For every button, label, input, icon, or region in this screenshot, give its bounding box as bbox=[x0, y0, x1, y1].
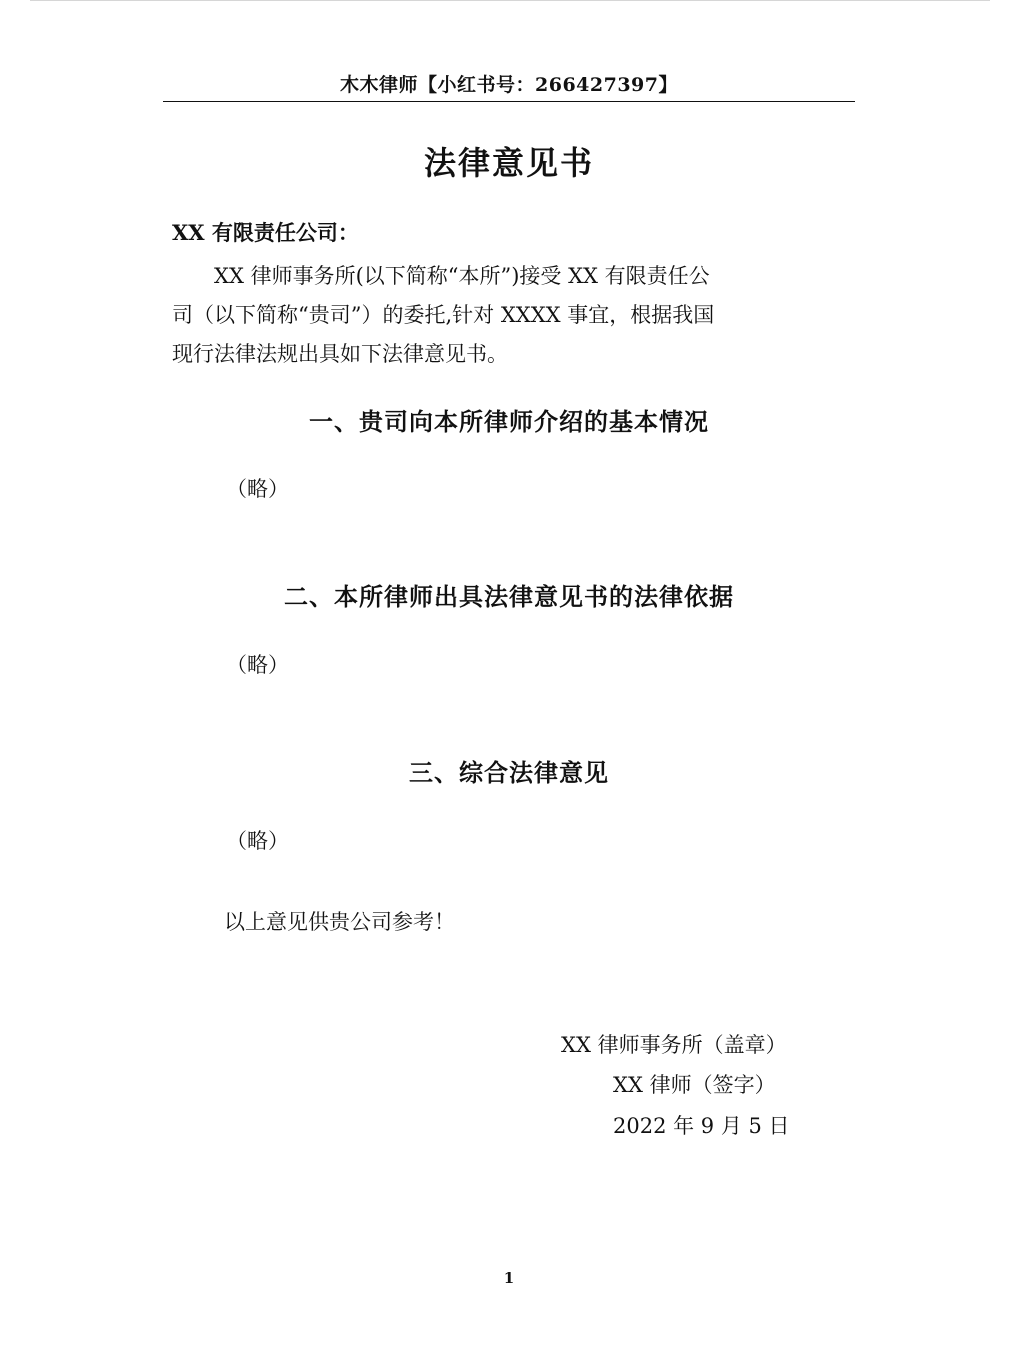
section-heading-3: 三、综合法律意见 bbox=[409, 758, 609, 787]
intro-line: 现行法律法规出具如下法律意见书。 bbox=[172, 342, 508, 366]
header-divider bbox=[163, 101, 855, 102]
section-content-1: （略） bbox=[226, 477, 289, 501]
intro-line: 司（以下简称“贵司”）的委托,针对 XXXX 事宜，根据我国 bbox=[172, 303, 715, 327]
signature-date: 2022 年 9 月 5 日 bbox=[613, 1114, 790, 1138]
addressee: XX 有限责任公司： bbox=[172, 220, 359, 245]
document-title: 法律意见书 bbox=[423, 144, 594, 182]
intro-paragraph bbox=[172, 257, 848, 374]
intro-line: XX 律师事务所(以下简称“本所”)接受 XX 有限责任公 bbox=[214, 264, 710, 288]
section-heading-2: 二、本所律师出具法律意见书的法律依据 bbox=[284, 582, 734, 611]
section-content-3: （略） bbox=[226, 829, 289, 853]
closing-remark: 以上意见供贵公司参考！ bbox=[224, 910, 455, 934]
signature-lawyer: XX 律师（签字） bbox=[613, 1073, 776, 1097]
page-number: 1 bbox=[503, 1269, 515, 1287]
section-heading-1: 一、贵司向本所律师介绍的基本情况 bbox=[309, 407, 709, 436]
section-content-2: （略） bbox=[226, 653, 289, 677]
signature-firm: XX 律师事务所（盖章） bbox=[561, 1033, 787, 1057]
running-header: 木木律师【小红书号：266427397】 bbox=[340, 74, 678, 96]
